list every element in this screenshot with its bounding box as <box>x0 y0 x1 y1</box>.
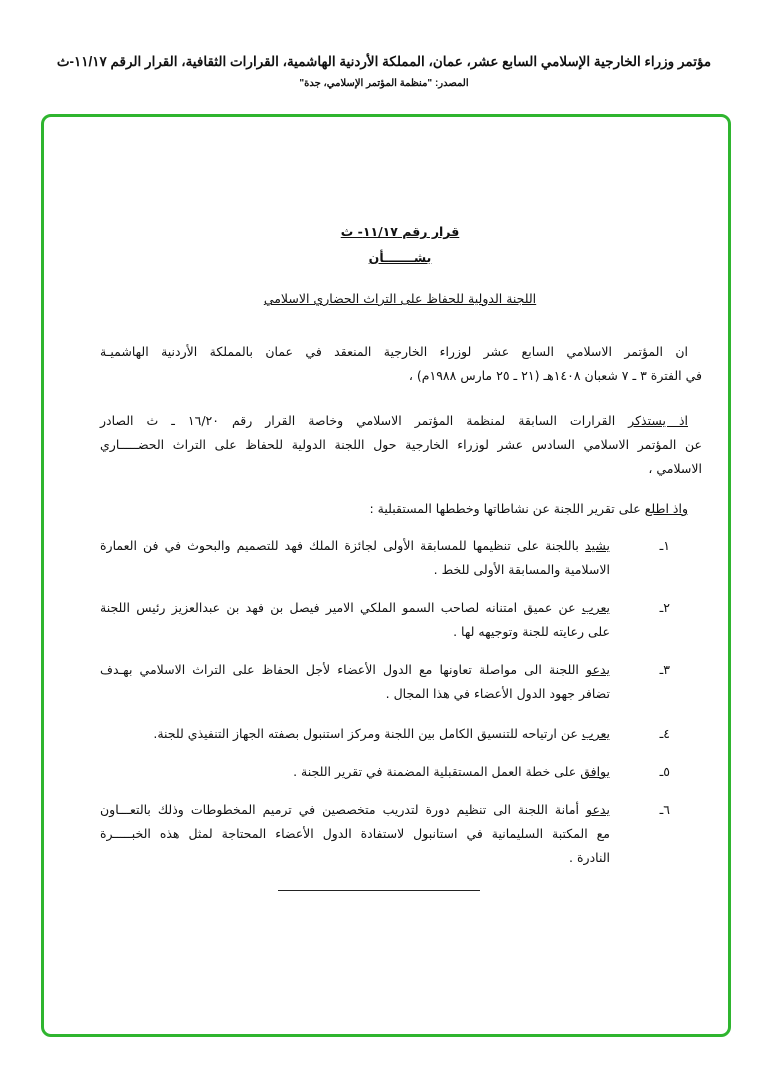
clause-number: ٣ـ <box>659 662 670 677</box>
operative-verb: يعرب <box>581 726 610 741</box>
clause-line: أمانة اللجنة الى تنظيم دورة لتدريب متخصصين في ترميم المخطوطات وذلك بالتعـــاون <box>100 802 580 817</box>
operative-verb: اذ يستذكر <box>628 413 688 428</box>
page-header <box>24 52 744 91</box>
page-header-title: مؤتمر وزراء الخارجية الإسلامي السابع عشر، عمان، المملكة الأردنية الهاشمية، القرارات الثقافية، القرار الرقم ١١/١٧-ث <box>56 54 712 69</box>
clause-number: ٤ـ <box>659 726 670 741</box>
preamble-line: في الفترة ٣ ـ ٧ شعبان ١٤٠٨هـ (٢١ ـ ٢٥ مارس ١٩٨٨م) ، <box>408 368 702 383</box>
page-header-source: المصدر: "منظمة المؤتمر الإسلامي، جدة" <box>299 78 469 89</box>
preamble-paragraph-2 <box>100 409 702 481</box>
clause-line: على خطة العمل المستقبلية المضمنة في تقرير اللجنة . <box>293 764 577 779</box>
clause-line: النادرة . <box>569 850 610 865</box>
clause-line: على رعايته للجنة وتوجيهه لها . <box>453 624 610 639</box>
clause-line: تضافر جهود الدول الأعضاء في هذا المجال . <box>385 686 610 701</box>
clause-number: ١ـ <box>659 538 670 553</box>
resolution-regarding: بشـــــــأن <box>368 250 432 265</box>
clause-number: ٢ـ <box>659 600 670 615</box>
clause-line: باللجنة على تنظيمها للمسابقة الأولى لجائزة الملك فهد للتصميم والبحوث في فن العمارة <box>100 538 579 553</box>
operative-verb: واذ اطلع <box>644 501 688 516</box>
preamble-line: ان المؤتمر الاسلامي السابع عشر لوزراء الخارجية المنعقد في عمان بالمملكة الأردنية الهاشميـة <box>100 344 688 359</box>
preamble-line: على تقرير اللجنة عن نشاطاتها وخططها المستقبلية : <box>369 501 641 516</box>
resolution-subject: اللجنة الدولية للحفاظ على التراث الحضاري الاسلامي <box>263 291 537 306</box>
operative-verb: يدعو <box>586 802 610 817</box>
operative-verb: يوافق <box>580 764 610 779</box>
operative-verb: يعرب <box>581 600 610 615</box>
clause-line: عن عميق امتنانه لصاحب السمو الملكي الامير فيصل بن فهد بن عبدالعزيز رئيس اللجنة <box>100 600 576 615</box>
clause-line: اللجنة الى مواصلة تعاونها مع الدول الأعضاء لأجل الحفاظ على التراث الاسلامي بهـدف <box>100 662 579 677</box>
clause-line: الاسلامية والمسابقة الأولى للخط . <box>433 562 610 577</box>
clause-number: ٥ـ <box>659 764 670 779</box>
clause-number: ٦ـ <box>659 802 670 817</box>
operative-verb: يدعو <box>586 662 610 677</box>
clause-line: عن ارتياحه للتنسيق الكامل بين اللجنة ومركز استنبول بصفته الجهاز التنفيذي للجنة. <box>153 726 578 741</box>
preamble-line: القرارات السابقة لمنظمة المؤتمر الاسلامي وخاصة القرار رقم ١٦/٢٠ ـ ث الصادر <box>100 413 616 428</box>
preamble-line: عن المؤتمر الاسلامي السادس عشر لوزراء الخارجية حول اللجنة الدولية للحفاظ على التراث الحضـــــاري <box>100 437 702 452</box>
preamble-paragraph-1 <box>100 340 702 388</box>
resolution-number: قرار رقم ١١/١٧- ث <box>340 224 460 239</box>
operative-verb: يشيد <box>585 538 610 553</box>
clause-line: مع المكتبة السليمانية في استانبول لاستفادة الدول الأعضاء المحتاجة لمثل هذه الخبـــــرة <box>100 826 610 841</box>
preamble-line: الاسلامي ، <box>648 461 702 476</box>
closing-divider <box>278 890 480 891</box>
preamble-paragraph-3 <box>100 497 688 521</box>
